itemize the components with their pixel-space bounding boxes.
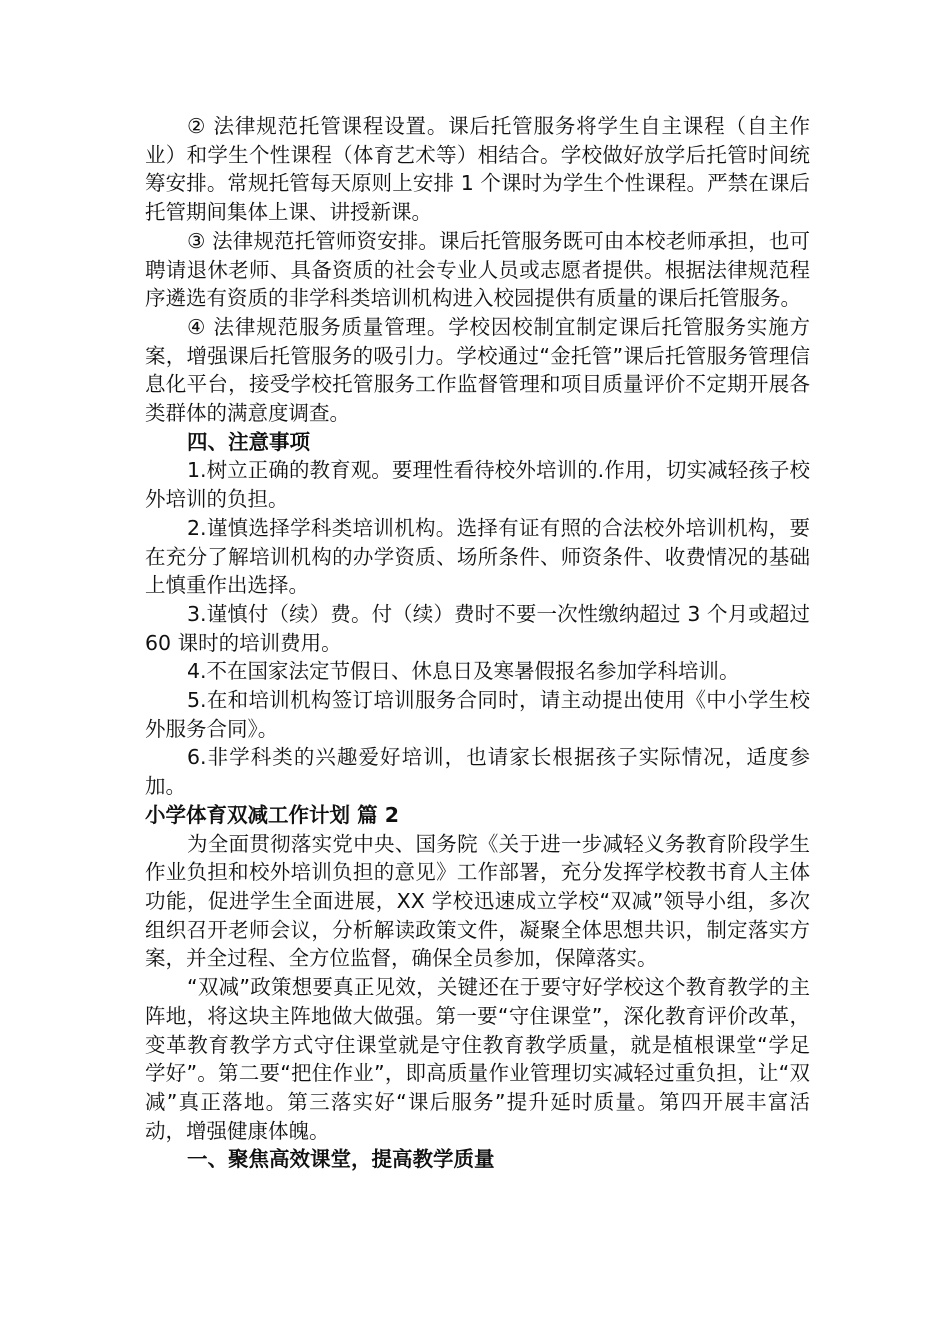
section-heading-notes: 四、注意事项 [187,429,310,454]
paragraph-intro: 为全面贯彻落实党中央、国务院《关于进一步减轻义务教育阶段学生作业负担和校外培训负担的意见》工作部署，充分发挥学校教书育人主体功能，促进学生全面进展，XX 学校迅速成立学校“双减”领导小组，多次组织召开老师会议，分析解读政策文件，凝聚全体思想共识，制定落实方案，并全过程、全方位监督，确保全员参加，保障落实。 [145,831,810,971]
note-item-1: 1.树立正确的教育观。要理性看待校外培训的.作用，切实减轻孩子校外培训的负担。 [145,458,810,512]
paragraph-double-reduction: “双减”政策想要真正见效，关键还在于要守好学校这个教育教学的主阵地，将这块主阵地做大做强。第一要“守住课堂”，深化教育评价改革，变革教育教学方式守住课堂就是守住教育教学质量，就是植根课堂“学足学好”。第二要“把住作业”，即高质量作业管理切实减轻过重负担，让“双减”真正落地。第三落实好“课后服务”提升延时质量。第四开展丰富活动，增强健康体魄。 [145,975,810,1143]
paragraph-course-setting: ② 法律规范托管课程设置。课后托管服务将学生自主课程（自主作业）和学生个性课程（体育艺术等）相结合。学校做好放学后托管时间统筹安排。常规托管每天原则上安排 1 个课时为学生个性课程。严禁在课后托管期间集体上课、讲授新课。 [145,114,810,225]
article-title: 小学体育双减工作计划 篇 2 [145,802,400,827]
paragraph-teacher-arrangement: ③ 法律规范托管师资安排。课后托管服务既可由本校老师承担，也可聘请退休老师、具备资质的社会专业人员或志愿者提供。根据法律规范程序遴选有资质的非学科类培训机构进入校园提供有质量的课后托管服务。 [145,228,810,311]
note-item-6: 6.非学科类的兴趣爱好培训，也请家长根据孩子实际情况，适度参加。 [145,745,810,799]
section-heading-classroom: 一、聚焦高效课堂，提高教学质量 [187,1147,495,1172]
note-item-4: 4.不在国家法定节假日、休息日及寒暑假报名参加学科培训。 [187,659,740,684]
note-item-3: 3.谨慎付（续）费。付（续）费时不要一次性缴纳超过 3 个月或超过 60 课时的培训费用。 [145,601,810,655]
note-item-2: 2.谨慎选择学科类培训机构。选择有证有照的合法校外培训机构，要在充分了解培训机构的办学资质、场所条件、师资条件、收费情况的基础上慎重作出选择。 [145,515,810,598]
paragraph-quality-management: ④ 法律规范服务质量管理。学校因校制宜制定课后托管服务实施方案，增强课后托管服务的吸引力。学校通过“金托管”课后托管服务管理信息化平台，接受学校托管服务工作监督管理和项目质量评价不定期开展各类群体的满意度调查。 [145,314,810,426]
document-page [145,112,810,1174]
note-item-5: 5.在和培训机构签订培训服务合同时，请主动提出使用《中小学生校外服务合同》。 [145,688,810,741]
